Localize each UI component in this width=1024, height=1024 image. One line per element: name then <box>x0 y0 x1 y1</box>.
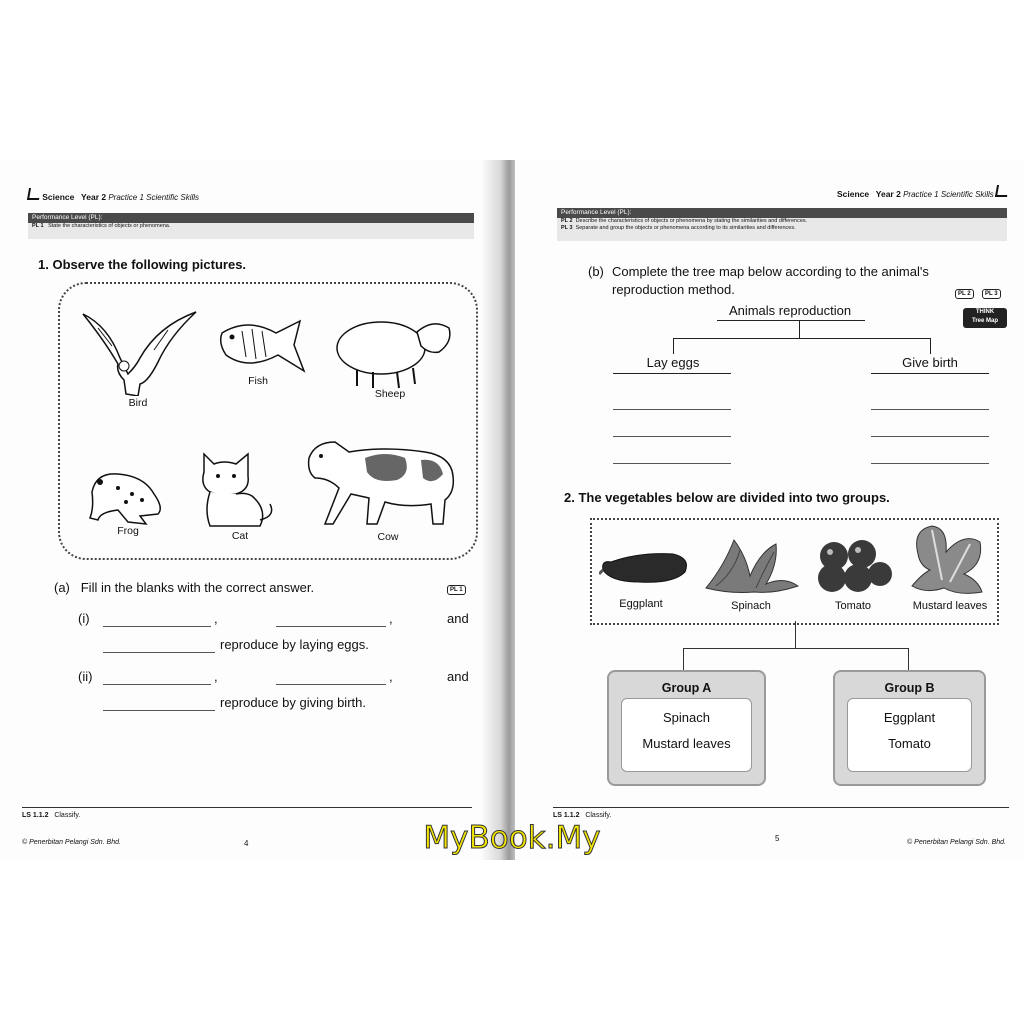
label-cow: Cow <box>377 531 399 543</box>
qa-text: Fill in the blanks with the correct answer. <box>80 580 315 595</box>
bird-picture <box>78 306 202 396</box>
group-b-title: Group B <box>884 681 935 695</box>
lay-eggs-blank-2[interactable] <box>613 436 731 437</box>
group-connector-right <box>908 648 909 670</box>
group-connector-trunk <box>795 621 796 648</box>
tree-lay-eggs: Lay eggs <box>646 355 700 370</box>
question-2-title: 2. The vegetables below are divided into two groups. <box>564 490 890 505</box>
performance-level-box <box>28 213 474 239</box>
pl2-tag: PL 2 <box>955 289 974 299</box>
subject: Science <box>42 192 75 202</box>
footer-code: LS 1.1.2 Classify. <box>553 812 612 819</box>
root-underline <box>717 320 865 321</box>
blank-ii-1[interactable] <box>103 684 211 685</box>
qii-and: and <box>447 669 469 684</box>
branch-left <box>673 338 674 354</box>
pl3-tag: PL 3 <box>982 289 1001 299</box>
blank-ii-3[interactable] <box>103 710 215 711</box>
label-frog: Frog <box>117 525 139 537</box>
qii-label: (ii) <box>78 669 93 684</box>
group-a-list <box>621 698 752 772</box>
label-cat: Cat <box>231 530 249 542</box>
cat-picture <box>196 450 278 530</box>
qb-line1: Complete the tree map below according to the animal's <box>612 264 929 279</box>
pl-row-3: PL 3 Separate and group the objects or phenomena according to its similarities and differences. <box>561 225 796 231</box>
label-spinach: Spinach <box>731 600 771 612</box>
page-number: 4 <box>244 839 249 848</box>
qa-label: (a) <box>54 580 70 595</box>
spinach-picture <box>704 536 800 594</box>
pl-title: Performance Level (PL): <box>557 208 1007 218</box>
label-sheep: Sheep <box>374 388 406 400</box>
blank-i-3[interactable] <box>103 652 215 653</box>
label-fish: Fish <box>248 375 268 387</box>
pl1-tag: PL 1 <box>447 585 466 595</box>
year: Year 2 <box>875 189 901 199</box>
group-connector-branch <box>683 648 909 649</box>
group-connector-left <box>683 648 684 670</box>
left-page <box>0 160 505 860</box>
tree-give-birth: Give birth <box>902 355 958 370</box>
qb-label: (b) <box>588 264 604 279</box>
practice-title: Practice 1 Scientific Skills <box>108 193 200 202</box>
question-1-title: 1. Observe the following pictures. <box>38 257 247 272</box>
performance-level-box <box>557 208 1007 241</box>
pl-title: Performance Level (PL): <box>28 213 474 223</box>
tree-root: Animals reproduction <box>728 303 852 318</box>
frog-picture <box>88 468 168 526</box>
pl-row-2: PL 2 Describe the characteristics of objects or phenomena by stating the similarities and differences. <box>561 218 808 224</box>
stairs-icon <box>27 188 41 200</box>
subject: Science <box>836 189 870 199</box>
lay-eggs-blank-3[interactable] <box>613 463 731 464</box>
group-b-item: Tomato <box>888 736 931 751</box>
footer-code: LS 1.1.2 Classify. <box>22 812 81 819</box>
cow-picture <box>305 428 460 528</box>
label-bird: Bird <box>128 397 148 409</box>
group-a-item: Mustard leaves <box>642 736 731 751</box>
give-birth-blank-2[interactable] <box>871 436 989 437</box>
blank-i-2[interactable] <box>276 626 386 627</box>
page-header <box>28 188 199 202</box>
label-mustard-leaves: Mustard leaves <box>912 600 988 612</box>
eggplant-picture <box>599 548 691 588</box>
question-a <box>54 580 314 595</box>
lay-eggs-underline <box>613 373 731 374</box>
stairs-icon <box>995 185 1009 197</box>
qi-label: (i) <box>78 611 90 626</box>
group-b-box <box>833 670 986 786</box>
page-number: 5 <box>775 834 780 843</box>
group-a-box <box>607 670 766 786</box>
label-eggplant: Eggplant <box>619 598 663 610</box>
footer-copyright: © Penerbitan Pelangi Sdn. Bhd. <box>22 839 121 846</box>
page-header <box>837 185 1008 199</box>
tomato-picture <box>814 538 894 594</box>
lay-eggs-blank-1[interactable] <box>613 409 731 410</box>
blank-i-1[interactable] <box>103 626 211 627</box>
footer-rule <box>553 807 1009 808</box>
sheep-picture <box>333 310 455 390</box>
group-a-title: Group A <box>661 681 712 695</box>
label-tomato: Tomato <box>834 600 872 612</box>
tree-branch <box>673 338 931 339</box>
qb-line2: reproduction method. <box>612 282 735 297</box>
footer-copyright: © Penerbitan Pelangi Sdn. Bhd. <box>907 839 1006 846</box>
qii-sep2: , <box>389 669 393 684</box>
right-page <box>515 160 1024 860</box>
qi-sep2: , <box>389 611 393 626</box>
qii-sep1: , <box>214 669 218 684</box>
qi-and: and <box>447 611 469 626</box>
footer-rule <box>22 807 472 808</box>
blank-ii-2[interactable] <box>276 684 386 685</box>
group-b-list <box>847 698 972 772</box>
qi-sep1: , <box>214 611 218 626</box>
group-b-item: Eggplant <box>883 710 936 725</box>
group-a-item: Spinach <box>663 710 710 725</box>
watermark: MyBook.My <box>423 820 601 856</box>
mustard-leaves-picture <box>908 524 988 596</box>
give-birth-underline <box>871 373 989 374</box>
branch-right <box>930 338 931 354</box>
year: Year 2 <box>81 192 107 202</box>
tree-trunk <box>799 320 800 338</box>
think-tree-map-badge: THINK Tree Map <box>963 308 1007 328</box>
give-birth-blank-1[interactable] <box>871 409 989 410</box>
qii-rest: reproduce by giving birth. <box>220 695 366 710</box>
practice-title: Practice 1 Scientific Skills <box>903 190 994 199</box>
pl-row: PL 1 State the characteristics of objects or phenomena. <box>32 223 171 229</box>
give-birth-blank-3[interactable] <box>871 463 989 464</box>
qi-rest: reproduce by laying eggs. <box>220 637 369 652</box>
